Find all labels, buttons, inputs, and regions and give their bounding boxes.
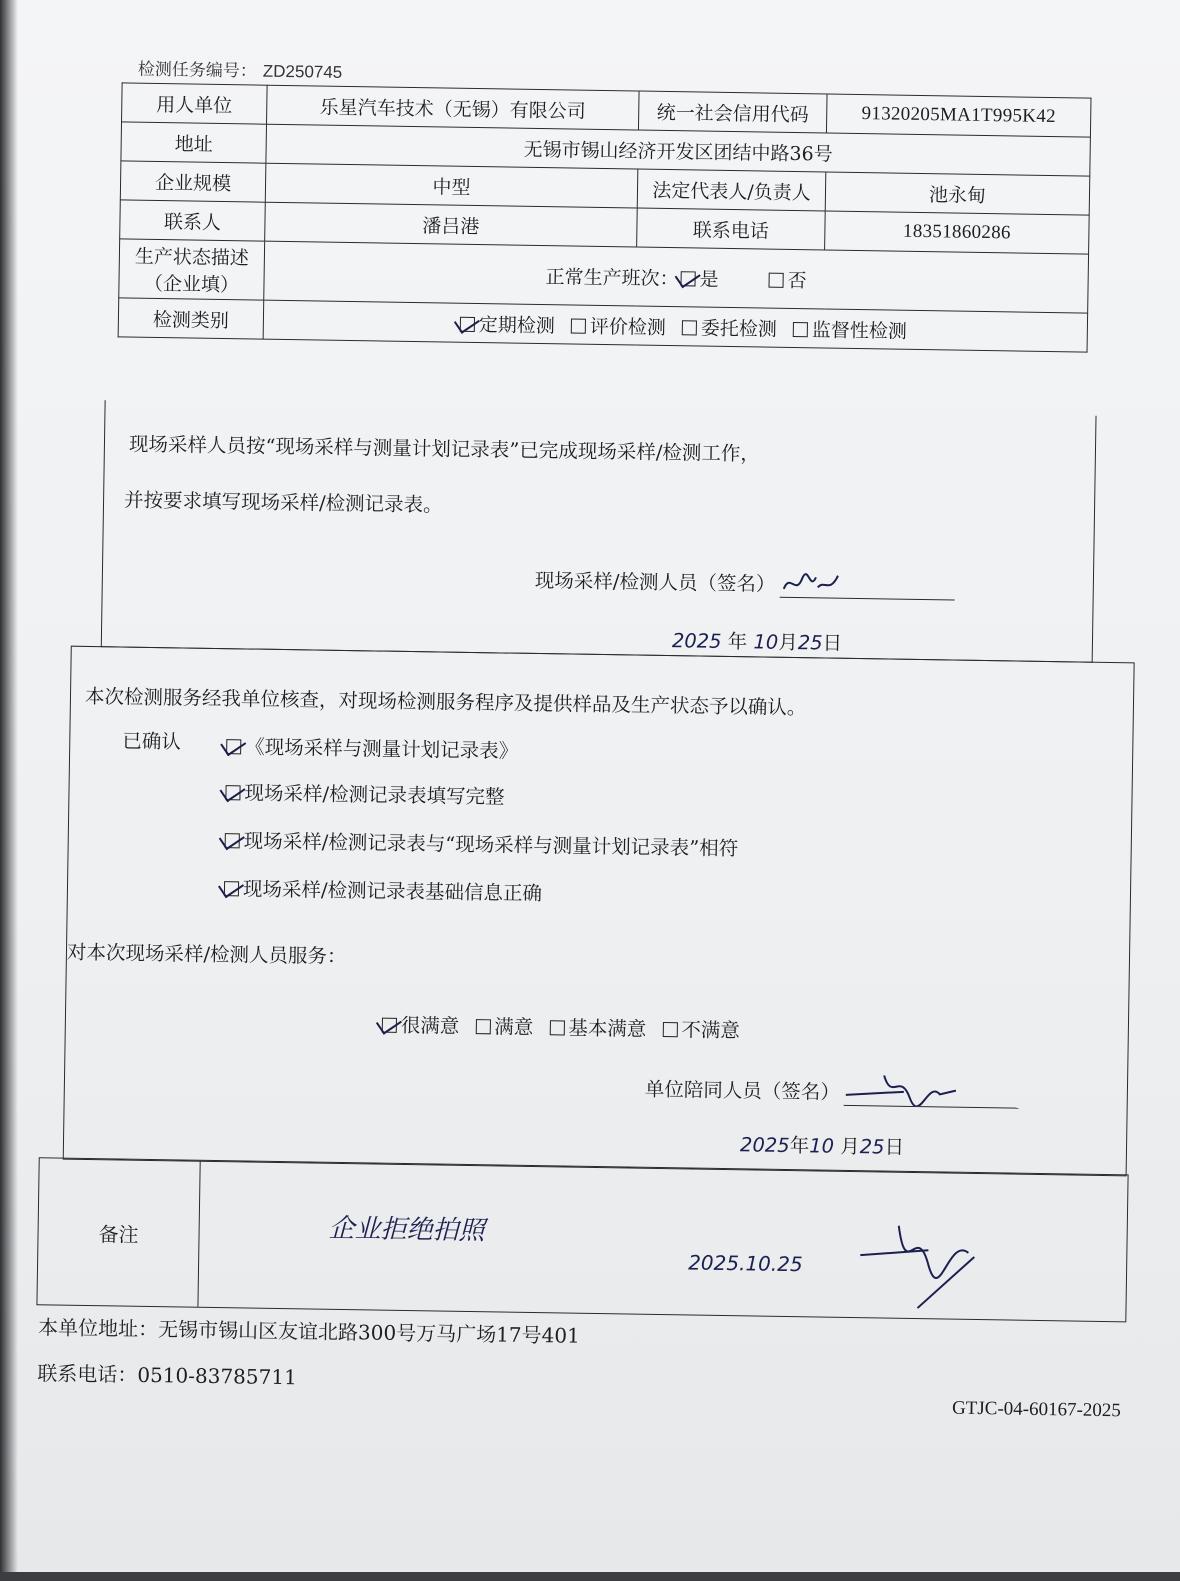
legal-rep-value: 池永甸: [825, 172, 1090, 215]
sampling-date-day: 25: [797, 631, 823, 655]
scale-value: 中型: [265, 163, 638, 208]
sampling-date-year: 2025: [671, 629, 722, 653]
category-periodic-label: 定期检测: [478, 313, 556, 337]
status-label-line2: （企业填）: [143, 272, 240, 297]
accompany-date-day: 25: [859, 1135, 885, 1159]
accompany-date-year-char: 年: [789, 1134, 810, 1158]
accompany-signature-line: [844, 1085, 1019, 1109]
category-supervision-label: 监督性检测: [811, 318, 908, 343]
sampler-signature-label: 现场采样/检测人员（签名）: [534, 568, 776, 596]
sampling-date-month: 10: [753, 630, 779, 654]
sampler-signature-line: [779, 577, 954, 601]
rating-satisfied-checkbox[interactable]: [475, 1019, 490, 1034]
confirmed-label: 已确认: [122, 729, 181, 754]
accompany-date: [740, 1131, 904, 1161]
task-number-value: ZD250745: [262, 61, 343, 82]
category-label: 检测类别: [118, 298, 264, 339]
status-no-label: 否: [787, 269, 807, 292]
footer-phone: 联系电话：0510-83785711: [37, 1361, 297, 1390]
status-label-line1: 生产状态描述: [134, 245, 250, 270]
sampling-date-day-char: 日: [822, 631, 843, 655]
category-entrusted-label: 委托检测: [700, 317, 778, 341]
accompany-signature-scribble: [844, 1071, 965, 1107]
notes-label: 备注: [37, 1158, 200, 1307]
accompany-date-month: 10: [808, 1134, 835, 1158]
confirm-item-plan: [210, 733, 518, 765]
phone-label: 联系电话: [637, 208, 826, 250]
document-code: GTJC-04-60167-2025: [951, 1397, 1122, 1422]
rating-basic-checkbox[interactable]: [549, 1020, 564, 1035]
footer-address: 本单位地址：无锡市锡山区友谊北路300号万马广场17号401: [37, 1315, 580, 1348]
notes-handwritten-text: 企业拒绝拍照: [328, 1213, 485, 1247]
notes-handwritten-date: 2025.10.25: [687, 1250, 803, 1277]
rating-very-satisfied-checkbox[interactable]: [382, 1018, 397, 1033]
sampler-signature-row: [535, 567, 955, 601]
sampling-date: [672, 627, 843, 657]
employer-label: 用人单位: [122, 83, 268, 124]
accompany-date-month-char: 月: [840, 1134, 860, 1159]
task-number-label: 检测任务编号：: [137, 59, 257, 82]
sampler-signature-scribble: [779, 569, 849, 598]
task-number: [138, 55, 343, 83]
phone-value: 18351860286: [825, 211, 1090, 254]
sampling-statement-section: [101, 400, 1097, 663]
rating-satisfied-label: 满意: [494, 1015, 534, 1039]
client-confirmation-section: [63, 646, 1135, 1177]
confirm-item-consistent: [209, 827, 739, 863]
confirm-item-basic-info-checkbox[interactable]: [224, 881, 239, 896]
confirm-item-complete: [209, 779, 504, 811]
service-rating-label: 对本次现场采样/检测人员服务：: [66, 940, 347, 969]
status-no-checkbox[interactable]: [769, 272, 784, 287]
accompany-signature-label: 单位陪同人员（签名）: [644, 1077, 841, 1104]
service-rating-options: [366, 1011, 740, 1044]
confirm-item-consistent-checkbox[interactable]: [225, 833, 240, 848]
status-yes-label: 是: [699, 268, 719, 291]
accompany-date-day-char: 日: [884, 1135, 905, 1159]
employer-value: 乐星汽车技术（无锡）有限公司: [267, 85, 640, 130]
scale-label: 企业规模: [120, 161, 266, 202]
confirm-item-consistent-label: 现场采样/检测记录表与“现场采样与测量计划记录表”相符: [243, 829, 739, 861]
client-info-table: [118, 82, 1092, 352]
credit-code-label: 统一社会信用代码: [638, 91, 827, 133]
category-periodic-checkbox[interactable]: [460, 316, 475, 331]
rating-dissatisfied-label: 不满意: [681, 1018, 741, 1043]
category-supervision-checkbox[interactable]: [793, 321, 808, 336]
rating-dissatisfied-checkbox[interactable]: [662, 1022, 677, 1037]
legal-rep-label: 法定代表人/负责人: [637, 169, 826, 211]
sampling-statement-line2: 并按要求填写现场采样/检测记录表。: [123, 488, 443, 517]
category-entrusted-checkbox[interactable]: [682, 320, 697, 335]
rating-basic-label: 基本满意: [568, 1016, 647, 1041]
status-question: 正常生产班次：: [545, 265, 679, 290]
accompany-date-year: 2025: [739, 1133, 790, 1158]
contact-value: 潘吕港: [265, 202, 638, 247]
confirm-item-complete-label: 现场采样/检测记录表填写完整: [244, 781, 505, 809]
rating-very-satisfied-label: 很满意: [400, 1013, 460, 1038]
confirm-item-complete-checkbox[interactable]: [225, 785, 240, 800]
confirm-item-plan-checkbox[interactable]: [226, 739, 241, 754]
contact-label: 联系人: [120, 200, 266, 241]
confirm-item-plan-label: 《现场采样与测量计划记录表》: [245, 735, 519, 763]
confirm-item-basic-info-label: 现场采样/检测记录表基础信息正确: [242, 877, 543, 906]
category-evaluation-checkbox[interactable]: [571, 318, 586, 333]
address-label: 地址: [121, 122, 267, 163]
accompany-signature-row: [645, 1076, 1019, 1109]
credit-code-value: 91320205MA1T995K42: [826, 94, 1091, 137]
notes-section: [36, 1157, 1128, 1322]
sampling-statement-line1: 现场采样人员按“现场采样与测量计划记录表”已完成现场采样/检测工作，: [128, 432, 761, 466]
category-evaluation-label: 评价检测: [589, 315, 667, 339]
confirmation-intro: 本次检测服务经我单位核查，对现场检测服务程序及提供样品及生产状态予以确认。: [84, 684, 807, 720]
sampling-date-year-char: 年: [727, 630, 748, 654]
status-label: [119, 239, 265, 300]
sampling-date-month-char: 月: [778, 630, 799, 655]
notes-signature-scribble: [857, 1211, 989, 1313]
confirm-item-basic-info: [208, 875, 542, 908]
status-yes-checkbox[interactable]: [681, 271, 696, 286]
address-value: 无锡市锡山经济开发区团结中路36号: [266, 124, 1091, 176]
